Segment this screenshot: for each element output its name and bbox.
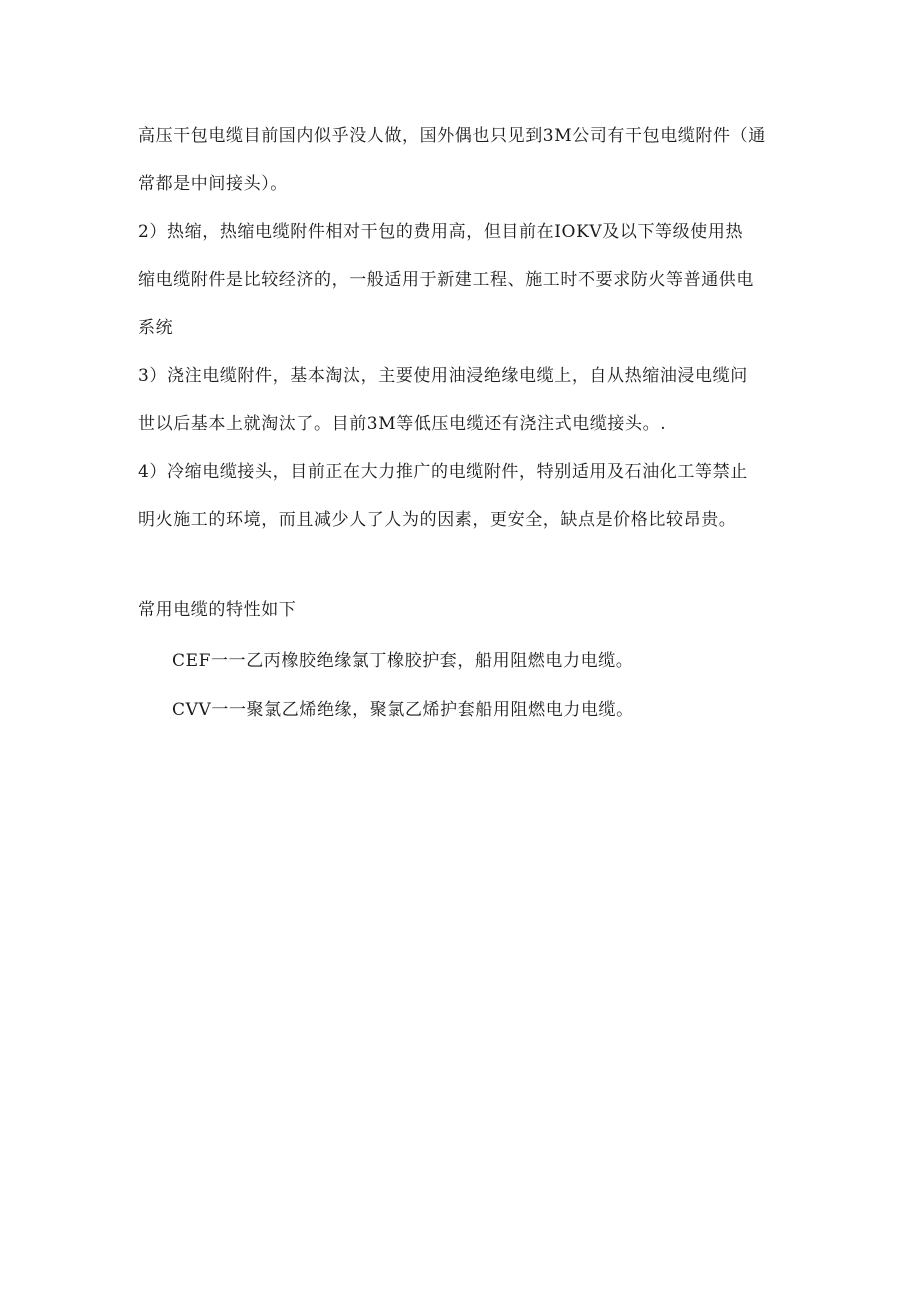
intro-line-1: 高压干包电缆目前国内似乎没人做，国外偶也只见到3M公司有干包电缆附件（通 — [138, 126, 766, 146]
item-2-line-1: 2）热缩，热缩电缆附件相对干包的费用高，但目前在IOKV及以下等级使用热 — [138, 222, 744, 242]
intro-line-2: 常都是中间接头）。 — [138, 174, 288, 194]
item-3-line-2: 世以后基本上就淘汰了。目前3M等低压电缆还有浇注式电缆接头。. — [138, 414, 667, 434]
item-3-line-1: 3）浇注电缆附件，基本淘汰，主要使用油浸绝缘电缆上，自从热缩油浸电缆问 — [138, 366, 748, 386]
item-4-line-1: 4）冷缩电缆接头，目前正在大力推广的电缆附件，特别适用及石油化工等禁止 — [138, 462, 748, 482]
item-4-line-2: 明火施工的环境，而且减少人了人为的因素，更安全，缺点是价格比较昂贵。 — [138, 510, 737, 530]
item-2-line-2: 缩电缆附件是比较经济的，一般适用于新建工程、施工时不要求防火等普通供电 — [138, 270, 754, 290]
section-heading: 常用电缆的特性如下 — [138, 600, 297, 620]
cable-type-cef: CEF一一乙丙橡胶绝缘氯丁橡胶护套，船用阻燃电力电缆。 — [172, 651, 634, 671]
cable-type-cvv: CVV一一聚氯乙烯绝缘，聚氯乙烯护套船用阻燃电力电缆。 — [172, 700, 634, 720]
item-2-line-3: 系统 — [138, 318, 174, 338]
